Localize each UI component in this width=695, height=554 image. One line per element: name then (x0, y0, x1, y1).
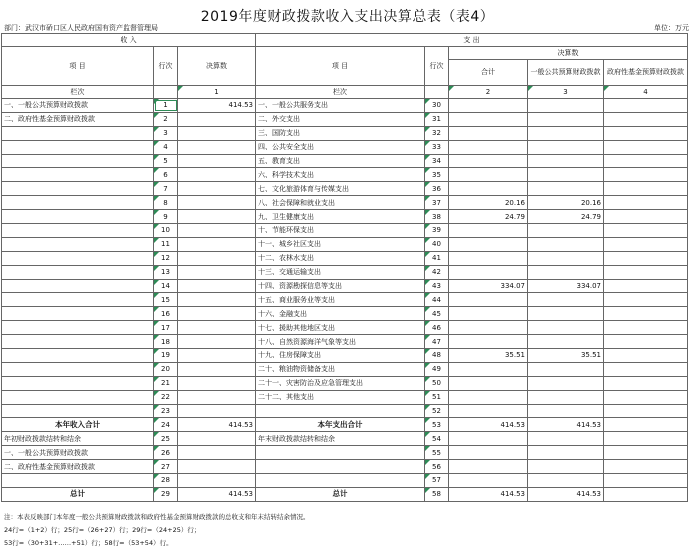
expense-line-cell[interactable]: 57 (425, 474, 449, 488)
col-label-cell[interactable]: 栏次 (2, 86, 154, 99)
expense-general-cell[interactable] (528, 362, 604, 376)
income-line-cell[interactable]: 14 (154, 279, 178, 293)
income-line-cell[interactable]: 28 (154, 474, 178, 488)
income-amount-cell[interactable] (178, 251, 256, 265)
expense-fund-cell[interactable] (604, 460, 688, 474)
income-amount-cell[interactable] (178, 126, 256, 140)
expense-total-cell[interactable] (449, 335, 528, 349)
table-row (2, 224, 688, 238)
expense-general-cell[interactable] (528, 126, 604, 140)
expense-fund-cell[interactable] (604, 349, 688, 363)
table-row (2, 487, 688, 501)
report-title: 2019年度财政拨款收入支出决算总表（表4） (200, 9, 495, 25)
note-line: 注：本表反映部门本年度一般公共预算财政拨款和政府性基金预算财政拨款的总收支和年末结转结余情况。 (4, 513, 310, 521)
expense-line-cell[interactable]: 47 (425, 335, 449, 349)
expense-fund-cell[interactable] (604, 99, 688, 113)
expense-item-cell[interactable]: 十六、金融支出 (256, 307, 425, 321)
expense-general-cell[interactable] (528, 432, 604, 446)
income-amount-cell[interactable] (178, 390, 256, 404)
income-item-cell[interactable] (2, 321, 154, 335)
expense-general-cell[interactable] (528, 376, 604, 390)
expense-total-cell[interactable] (449, 237, 528, 251)
expense-general-cell[interactable]: 20.16 (528, 196, 604, 210)
income-amount-cell[interactable] (178, 349, 256, 363)
expense-total-cell[interactable]: 334.07 (449, 279, 528, 293)
expense-line-cell[interactable]: 55 (425, 446, 449, 460)
income-line-cell[interactable]: 13 (154, 265, 178, 279)
income-line-cell[interactable]: 6 (154, 168, 178, 182)
expense-item-cell[interactable]: 六、科学技术支出 (256, 168, 425, 182)
income-line-cell[interactable]: 25 (154, 432, 178, 446)
income-line-cell[interactable]: 29 (154, 487, 178, 501)
income-amount-cell[interactable] (178, 307, 256, 321)
income-line-cell[interactable]: 19 (154, 349, 178, 363)
expense-item-cell[interactable] (256, 474, 425, 488)
expense-fund-cell[interactable] (604, 126, 688, 140)
expense-general-cell[interactable] (528, 251, 604, 265)
income-line-cell[interactable]: 5 (154, 154, 178, 168)
table-row (2, 432, 688, 446)
expense-fund-cell[interactable] (604, 293, 688, 307)
income-amount-cell[interactable] (178, 474, 256, 488)
expense-fund-cell[interactable] (604, 196, 688, 210)
income-amount-cell[interactable] (178, 168, 256, 182)
empty-cell[interactable] (154, 86, 178, 99)
income-item-cell[interactable]: 一、一般公共预算财政拨款 (2, 99, 154, 113)
table-row (2, 418, 688, 432)
expense-item-cell[interactable]: 十二、农林水支出 (256, 251, 425, 265)
expense-line-cell[interactable]: 48 (425, 349, 449, 363)
income-amount-cell[interactable] (178, 376, 256, 390)
expense-general-cell[interactable] (528, 321, 604, 335)
income-amount-cell[interactable] (178, 432, 256, 446)
income-line-cell[interactable]: 16 (154, 307, 178, 321)
expense-total-cell[interactable] (449, 182, 528, 196)
income-amount-cell[interactable] (178, 196, 256, 210)
income-item-cell[interactable] (2, 390, 154, 404)
expense-general-cell[interactable] (528, 237, 604, 251)
gov-fund-header[interactable]: 政府性基金预算财政拨款 (604, 60, 688, 86)
table-row (2, 446, 688, 460)
income-item-cell[interactable] (2, 210, 154, 224)
empty-cell[interactable] (425, 86, 449, 99)
expense-line-cell[interactable]: 37 (425, 196, 449, 210)
notes (4, 511, 310, 550)
expense-total-cell[interactable]: 35.51 (449, 349, 528, 363)
income-item-cell[interactable]: 二、政府性基金预算财政拨款 (2, 460, 154, 474)
total-header[interactable]: 合计 (449, 60, 528, 86)
table-row (2, 154, 688, 168)
table-row (2, 460, 688, 474)
table-row (2, 99, 688, 113)
table-row (2, 335, 688, 349)
expense-line-cell[interactable]: 40 (425, 237, 449, 251)
expense-line-cell[interactable]: 49 (425, 362, 449, 376)
expense-general-cell[interactable] (528, 460, 604, 474)
expense-general-cell[interactable]: 334.07 (528, 279, 604, 293)
table-row (2, 126, 688, 140)
income-item-cell[interactable]: 二、政府性基金预算财政拨款 (2, 112, 154, 126)
final-accounts-table (1, 33, 688, 502)
expense-final-header[interactable]: 决算数 (449, 47, 688, 60)
income-line-cell[interactable]: 24 (154, 418, 178, 432)
note-line: 24行=（1+2）行；25行=（26+27）行；29行=（24+25）行； (4, 526, 201, 534)
expense-total-cell[interactable] (449, 376, 528, 390)
income-amount-cell[interactable] (178, 265, 256, 279)
expense-section-header[interactable]: 支 出 (256, 34, 688, 47)
table-row (2, 196, 688, 210)
expense-line-cell[interactable]: 56 (425, 460, 449, 474)
income-amount-cell[interactable] (178, 140, 256, 154)
expense-fund-cell[interactable] (604, 335, 688, 349)
income-line-cell[interactable]: 15 (154, 293, 178, 307)
income-amount-cell[interactable]: 414.53 (178, 418, 256, 432)
expense-total-cell[interactable] (449, 362, 528, 376)
expense-general-cell[interactable] (528, 390, 604, 404)
expense-general-cell[interactable] (528, 182, 604, 196)
expense-item-cell[interactable]: 十一、城乡社区支出 (256, 237, 425, 251)
col2-cell[interactable]: 2 (449, 86, 528, 99)
expense-total-cell[interactable]: 414.53 (449, 418, 528, 432)
income-item-cell[interactable] (2, 307, 154, 321)
expense-fund-cell[interactable] (604, 446, 688, 460)
income-item-cell[interactable] (2, 140, 154, 154)
expense-fund-cell[interactable] (604, 390, 688, 404)
expense-line-cell[interactable]: 51 (425, 390, 449, 404)
income-item-cell[interactable] (2, 376, 154, 390)
expense-fund-cell[interactable] (604, 321, 688, 335)
expense-general-cell[interactable] (528, 293, 604, 307)
expense-general-cell[interactable] (528, 224, 604, 238)
expense-line-cell[interactable]: 53 (425, 418, 449, 432)
income-item-cell[interactable] (2, 335, 154, 349)
expense-fund-cell[interactable] (604, 279, 688, 293)
unit-label: 单位：万元 (654, 24, 689, 32)
expense-general-cell[interactable] (528, 446, 604, 460)
expense-total-cell[interactable]: 24.79 (449, 210, 528, 224)
income-item-cell[interactable] (2, 362, 154, 376)
income-item-cell[interactable]: 年初财政拨款结转和结余 (2, 432, 154, 446)
income-item-cell[interactable] (2, 349, 154, 363)
income-line-cell[interactable]: 21 (154, 376, 178, 390)
income-amount-cell[interactable]: 414.53 (178, 99, 256, 113)
expense-line-cell[interactable]: 44 (425, 293, 449, 307)
expense-item-cell[interactable]: 十七、援助其他地区支出 (256, 321, 425, 335)
expense-line-cell[interactable]: 43 (425, 279, 449, 293)
expense-total-cell[interactable] (449, 99, 528, 113)
income-item-cell[interactable] (2, 237, 154, 251)
expense-general-cell[interactable]: 35.51 (528, 349, 604, 363)
expense-total-cell[interactable] (449, 126, 528, 140)
income-line-cell[interactable]: 2 (154, 112, 178, 126)
expense-item-cell[interactable]: 十八、自然资源海洋气象等支出 (256, 335, 425, 349)
table-row (2, 237, 688, 251)
income-amount-cell[interactable] (178, 210, 256, 224)
income-item-cell[interactable] (2, 474, 154, 488)
expense-line-cell[interactable]: 52 (425, 404, 449, 418)
expense-general-cell[interactable] (528, 168, 604, 182)
expense-total-cell[interactable] (449, 404, 528, 418)
expense-fund-cell[interactable] (604, 154, 688, 168)
expense-line-cell[interactable]: 31 (425, 112, 449, 126)
expense-fund-cell[interactable] (604, 168, 688, 182)
income-amount-cell[interactable] (178, 112, 256, 126)
expense-fund-cell[interactable] (604, 210, 688, 224)
table-row (2, 210, 688, 224)
expense-fund-cell[interactable] (604, 251, 688, 265)
expense-total-cell[interactable] (449, 321, 528, 335)
expense-item-cell[interactable]: 八、社会保障和就业支出 (256, 196, 425, 210)
expense-fund-cell[interactable] (604, 112, 688, 126)
expense-line-cell[interactable]: 35 (425, 168, 449, 182)
table-row (2, 279, 688, 293)
income-line-cell[interactable]: 1 (154, 99, 178, 113)
income-line-cell[interactable]: 12 (154, 251, 178, 265)
expense-item-cell[interactable]: 一、一般公共服务支出 (256, 99, 425, 113)
income-item-cell[interactable] (2, 182, 154, 196)
expense-general-cell[interactable] (528, 265, 604, 279)
expense-line-cell[interactable]: 54 (425, 432, 449, 446)
expense-item-header[interactable]: 项 目 (256, 47, 425, 86)
expense-general-cell[interactable] (528, 99, 604, 113)
expense-total-cell[interactable] (449, 446, 528, 460)
income-amount-cell[interactable] (178, 335, 256, 349)
expense-total-cell[interactable] (449, 474, 528, 488)
expense-item-cell[interactable]: 总计 (256, 487, 425, 501)
expense-item-cell[interactable]: 十九、住房保障支出 (256, 349, 425, 363)
income-item-cell[interactable]: 一、一般公共预算财政拨款 (2, 446, 154, 460)
expense-fund-cell[interactable] (604, 140, 688, 154)
income-amount-cell[interactable] (178, 279, 256, 293)
expense-general-cell[interactable] (528, 307, 604, 321)
expense-general-cell[interactable]: 414.53 (528, 487, 604, 501)
expense-fund-cell[interactable] (604, 474, 688, 488)
expense-item-cell[interactable]: 十四、资源勘探信息等支出 (256, 279, 425, 293)
expense-item-cell[interactable]: 四、公共安全支出 (256, 140, 425, 154)
table-row (2, 293, 688, 307)
expense-general-cell[interactable] (528, 112, 604, 126)
income-section-header[interactable]: 收 入 (2, 34, 256, 47)
expense-item-cell[interactable] (256, 404, 425, 418)
expense-general-cell[interactable]: 24.79 (528, 210, 604, 224)
income-amount-cell[interactable] (178, 460, 256, 474)
expense-fund-cell[interactable] (604, 237, 688, 251)
expense-line-cell[interactable]: 39 (425, 224, 449, 238)
income-item-cell[interactable] (2, 251, 154, 265)
col4-cell[interactable]: 4 (604, 86, 688, 99)
expense-total-cell[interactable] (449, 432, 528, 446)
table-row (2, 321, 688, 335)
expense-item-cell[interactable] (256, 446, 425, 460)
expense-item-cell[interactable]: 二十一、灾害防治及应急管理支出 (256, 376, 425, 390)
table-row (2, 251, 688, 265)
table-row (2, 474, 688, 488)
income-line-header[interactable]: 行次 (154, 47, 178, 86)
income-amount-cell[interactable] (178, 224, 256, 238)
expense-total-cell[interactable] (449, 140, 528, 154)
expense-line-cell[interactable]: 33 (425, 140, 449, 154)
expense-total-cell[interactable] (449, 265, 528, 279)
income-amount-cell[interactable] (178, 182, 256, 196)
income-line-cell[interactable]: 4 (154, 140, 178, 154)
income-line-cell[interactable]: 27 (154, 460, 178, 474)
income-amount-cell[interactable] (178, 321, 256, 335)
expense-line-cell[interactable]: 36 (425, 182, 449, 196)
expense-total-cell[interactable] (449, 154, 528, 168)
income-item-cell[interactable] (2, 265, 154, 279)
expense-total-cell[interactable] (449, 112, 528, 126)
table-row (2, 404, 688, 418)
table-row (2, 112, 688, 126)
income-line-cell[interactable]: 9 (154, 210, 178, 224)
income-line-cell[interactable]: 23 (154, 404, 178, 418)
expense-total-cell[interactable] (449, 168, 528, 182)
income-amount-cell[interactable] (178, 446, 256, 460)
expense-general-cell[interactable] (528, 154, 604, 168)
expense-general-cell[interactable]: 414.53 (528, 418, 604, 432)
table-row (2, 140, 688, 154)
expense-total-cell[interactable] (449, 307, 528, 321)
expense-total-cell[interactable] (449, 390, 528, 404)
expense-fund-cell[interactable] (604, 362, 688, 376)
expense-fund-cell[interactable] (604, 418, 688, 432)
income-item-cell[interactable] (2, 126, 154, 140)
table-row (2, 182, 688, 196)
col3-cell[interactable]: 3 (528, 86, 604, 99)
income-item-cell[interactable]: 本年收入合计 (2, 418, 154, 432)
expense-item-cell[interactable]: 五、教育支出 (256, 154, 425, 168)
expense-fund-cell[interactable] (604, 182, 688, 196)
expense-fund-cell[interactable] (604, 376, 688, 390)
expense-general-cell[interactable] (528, 335, 604, 349)
expense-line-cell[interactable]: 46 (425, 321, 449, 335)
income-amount-cell[interactable] (178, 237, 256, 251)
income-line-cell[interactable]: 20 (154, 362, 178, 376)
expense-fund-cell[interactable] (604, 432, 688, 446)
income-line-cell[interactable]: 26 (154, 446, 178, 460)
expense-item-cell[interactable]: 十、节能环保支出 (256, 224, 425, 238)
expense-fund-cell[interactable] (604, 487, 688, 501)
expense-item-cell[interactable]: 十五、商业服务业等支出 (256, 293, 425, 307)
income-amount-cell[interactable] (178, 293, 256, 307)
table-row (2, 265, 688, 279)
expense-line-cell[interactable]: 30 (425, 99, 449, 113)
expense-item-cell[interactable] (256, 460, 425, 474)
income-line-cell[interactable]: 11 (154, 237, 178, 251)
income-line-cell[interactable]: 10 (154, 224, 178, 238)
expense-item-cell[interactable]: 二十、粮油物资储备支出 (256, 362, 425, 376)
expense-item-cell[interactable]: 年末财政拨款结转和结余 (256, 432, 425, 446)
income-item-cell[interactable] (2, 293, 154, 307)
expense-item-cell[interactable]: 十三、交通运输支出 (256, 265, 425, 279)
expense-fund-cell[interactable] (604, 224, 688, 238)
expense-total-cell[interactable] (449, 251, 528, 265)
table-row (2, 168, 688, 182)
income-amount-cell[interactable] (178, 404, 256, 418)
income-line-cell[interactable]: 7 (154, 182, 178, 196)
income-amount-cell[interactable]: 414.53 (178, 487, 256, 501)
income-amount-cell[interactable] (178, 154, 256, 168)
expense-general-cell[interactable] (528, 404, 604, 418)
expense-fund-cell[interactable] (604, 307, 688, 321)
income-item-cell[interactable] (2, 404, 154, 418)
expense-line-cell[interactable]: 50 (425, 376, 449, 390)
expense-line-header[interactable]: 行次 (425, 47, 449, 86)
expense-total-cell[interactable]: 20.16 (449, 196, 528, 210)
expense-line-cell[interactable]: 34 (425, 154, 449, 168)
expense-item-cell[interactable]: 二十二、其他支出 (256, 390, 425, 404)
income-item-cell[interactable] (2, 168, 154, 182)
income-line-cell[interactable]: 22 (154, 390, 178, 404)
expense-item-cell[interactable]: 本年支出合计 (256, 418, 425, 432)
expense-total-cell[interactable]: 414.53 (449, 487, 528, 501)
expense-item-cell[interactable]: 七、文化旅游体育与传媒支出 (256, 182, 425, 196)
expense-line-cell[interactable]: 41 (425, 251, 449, 265)
income-item-cell[interactable] (2, 224, 154, 238)
expense-general-cell[interactable] (528, 140, 604, 154)
income-item-cell[interactable] (2, 196, 154, 210)
col1-cell[interactable]: 1 (178, 86, 256, 99)
income-line-cell[interactable]: 8 (154, 196, 178, 210)
income-amount-cell[interactable] (178, 362, 256, 376)
expense-item-cell[interactable]: 二、外交支出 (256, 112, 425, 126)
expense-general-cell[interactable] (528, 474, 604, 488)
expense-line-cell[interactable]: 45 (425, 307, 449, 321)
expense-total-cell[interactable] (449, 293, 528, 307)
expense-fund-cell[interactable] (604, 404, 688, 418)
table-row (2, 307, 688, 321)
table-row (2, 376, 688, 390)
department-label: 部门：武汉市硚口区人民政府国有资产监督管理局 (4, 24, 158, 32)
expense-item-cell[interactable]: 三、国防支出 (256, 126, 425, 140)
income-item-cell[interactable] (2, 154, 154, 168)
expense-fund-cell[interactable] (604, 265, 688, 279)
expense-line-cell[interactable]: 38 (425, 210, 449, 224)
expense-line-cell[interactable]: 58 (425, 487, 449, 501)
expense-total-cell[interactable] (449, 460, 528, 474)
table-row (2, 362, 688, 376)
general-budget-header[interactable]: 一般公共预算财政拨款 (528, 60, 604, 86)
income-line-cell[interactable]: 17 (154, 321, 178, 335)
table-row (2, 390, 688, 404)
income-item-header[interactable]: 项 目 (2, 47, 154, 86)
income-amount-header[interactable]: 决算数 (178, 47, 256, 86)
expense-line-cell[interactable]: 32 (425, 126, 449, 140)
income-item-cell[interactable] (2, 279, 154, 293)
income-line-cell[interactable]: 18 (154, 335, 178, 349)
col-label-cell[interactable]: 栏次 (256, 86, 425, 99)
expense-total-cell[interactable] (449, 224, 528, 238)
expense-line-cell[interactable]: 42 (425, 265, 449, 279)
note-line: 53行=（30+31+……+51）行；58行=（53+54）行。 (4, 539, 173, 547)
expense-item-cell[interactable]: 九、卫生健康支出 (256, 210, 425, 224)
table-row (2, 349, 688, 363)
income-item-cell[interactable]: 总计 (2, 487, 154, 501)
income-line-cell[interactable]: 3 (154, 126, 178, 140)
